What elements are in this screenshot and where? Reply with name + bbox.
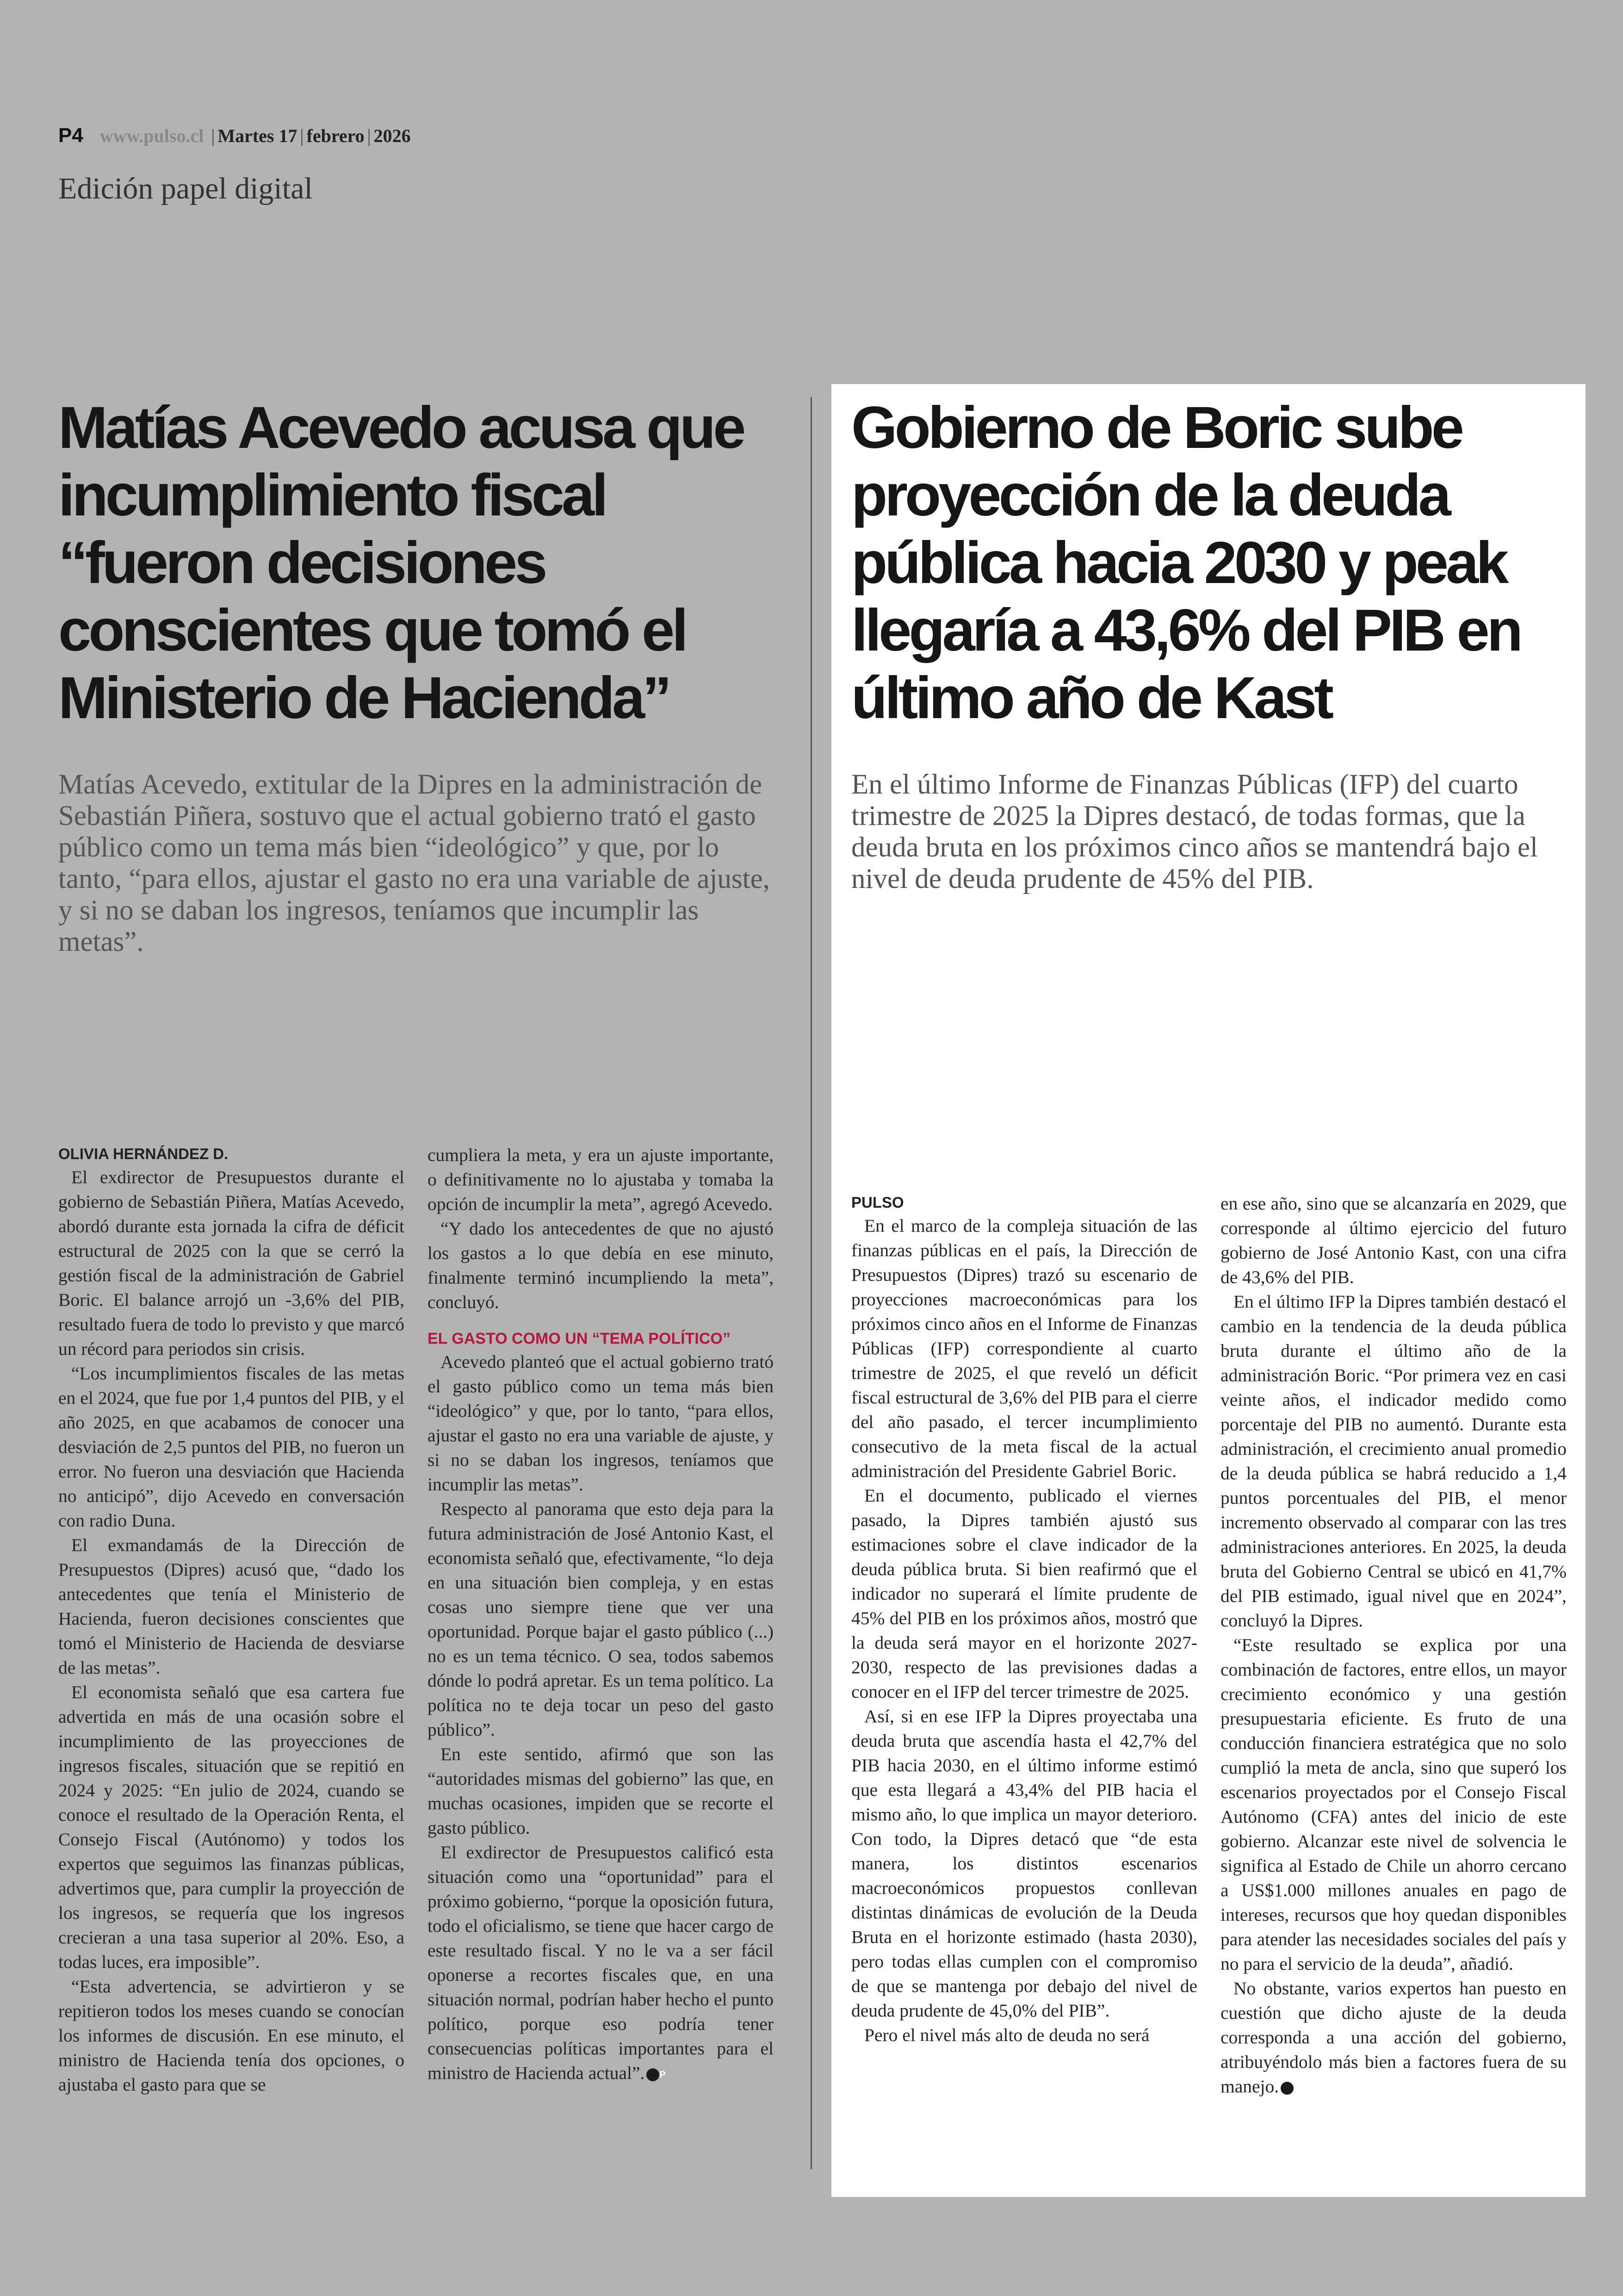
paragraph: en ese año, sino que se alcanzaría en 2029, que corresponde al último ejercicio del futuro gobierno de José Antonio Kast, con una cifra de 43,6% del PIB.	[1220, 1193, 1567, 1287]
paragraph: En el documento, publicado el viernes pasado, la Dipres también ajustó sus estimaciones sobre el clave indicador de la deuda pública bruta. Si bien reafirmó que el indicador no superará el límite prudente de 45% del PIB en los próximos años, mostró que la deuda será mayor en el horizonte 2027-2030, respecto de las previsiones dadas a conocer en el IFP del tercer trimestre de 2025.	[851, 1485, 1197, 1702]
right-article-byline: PULSO	[851, 1194, 904, 1211]
right-article-lede: En el último Informe de Finanzas Públicas (IFP) del cuarto trimestre de 2025 la Dipres destacó, de todas formas, que la deuda bruta en los próximos cinco años se mantendrá bajo el nivel de deuda prudente de 45% del PIB.	[851, 769, 1538, 894]
left-article-lede: Matías Acevedo, extitular de la Dipres en la administración de Sebastián Piñera, sostuvo que el actual gobierno trató el gasto público como un tema más bien “ideológico” y que, por lo tanto, “para ellos, ajustar el gasto no era una variable de ajuste, y si no se daban los ingresos, teníamos que incumplir las metas”.	[58, 769, 770, 957]
paragraph: “Los incumplimientos fiscales de las metas en el 2024, que fue por 1,4 puntos del PIB, y el año 2025, en que acabamos de conocer una desviación de 2,5 puntos del PIB, no fueron un error. No fueron una desviación que Hacienda no anticipó”, dijo Acevedo en conversación con radio Duna.	[58, 1363, 404, 1531]
paragraph: Pero el nivel más alto de deuda no será	[864, 2025, 1150, 2045]
page-number: P4	[58, 124, 83, 147]
left-article-headline: Matías Acevedo acusa que incumplimiento fiscal “fueron decisiones conscientes que tomó el Ministerio de Hacienda”	[58, 395, 743, 731]
end-mark-icon: P	[1281, 2082, 1294, 2095]
paragraph	[427, 1840, 774, 2085]
paragraph: El exmandamás de la Dirección de Presupuestos (Dipres) acusó que, “dado los antecedentes que tenía el Ministerio de Hacienda, fueron decisiones conscientes que tomó el Ministerio de Hacienda de desviarse de las metas”.	[58, 1535, 404, 1678]
right-article-column-1	[851, 1191, 1197, 2048]
paragraph	[1220, 1976, 1567, 2099]
right-article-headline: Gobierno de Boric sube proyección de la deuda pública hacia 2030 y peak llegaría a 43,6% del PIB en último año de Kast	[851, 395, 1520, 731]
paragraph: cumpliera la meta, y era un ajuste importante, o definitivamente no lo ajustaba y tomaba la opción de incumplir la meta”, agregó Acevedo.	[427, 1145, 774, 1214]
end-mark-icon: P	[646, 2068, 659, 2081]
paragraph: En el marco de la compleja situación de las finanzas públicas en el país, la Dirección de Presupuestos (Dipres) trazó su escenario de proyecciones macroeconómicas para los próximos cinco años en el Informe de Finanzas Públicas (IFP) correspondiente al cuarto trimestre de 2025, el que reveló un déficit fiscal estructural de 3,6% del PIB para el cierre del año pasado, el tercer incumplimiento consecutivo de la meta fiscal de la actual administración del Presidente Gabriel Boric.	[851, 1216, 1197, 1481]
paragraph-text: El exdirector de Presupuestos calificó esta situación como una “oportunidad” para el próximo gobierno, “porque la oposición futura, todo el oficialismo, se tiene que hacer cargo de este resultado fiscal. Y no le va a ser fácil oponerse a recortes fiscales que, en una situación normal, podrían haber hecho el punto político, porque eso podría tener consecuencias políticas importantes para el ministro de Hacienda actual”.	[427, 1842, 774, 2083]
header-date-day: Martes 17	[217, 125, 297, 146]
header-date-year: 2026	[373, 125, 411, 146]
paragraph: En el último IFP la Dipres también destacó el cambio en la tendencia de la deuda pública bruta durante el último año de la administración Boric. “Por primera vez en casi veinte años, el indicador medido como porcentaje del PIB no aumentó. Durante esta administración, el crecimiento anual promedio de la deuda pública se habrá reducido a 1,4 puntos porcentuales del PIB, el menor incremento observado al comparar con las tres administraciones anteriores. En 2025, la deuda bruta del Gobierno Central se ubicó en 41,7% del PIB estimado, igual nivel que en 2024”, concluyó la Dipres.	[1220, 1291, 1567, 1631]
paragraph: El exdirector de Presupuestos durante el gobierno de Sebastián Piñera, Matías Acevedo, abordó durante esta jornada la cifra de déficit estructural de 2025 con la que se cerró la gestión fiscal de la administración de Gabriel Boric. El balance arrojó un -3,6% del PIB, resultado fuera de todo lo previsto y que marcó un récord para periodos sin crisis.	[58, 1167, 404, 1359]
paragraph: “Esta advertencia, se advirtieron y se repitieron todos los meses cuando se conocían los informes de discusión. En ese minuto, el ministro de Hacienda tenía dos opciones, o ajustaba el gasto para que se	[58, 1976, 404, 2095]
edition-label: Edición papel digital	[58, 172, 313, 205]
page-header: P4 www.pulso.cl | Martes 17 | febrero | 2026	[58, 124, 411, 147]
paragraph: “Y dado los antecedentes de que no ajustó los gastos a lo que debía en ese minuto, finalmente terminó incumpliendo la meta”, concluyó.	[427, 1218, 774, 1312]
column-divider	[811, 397, 812, 2169]
paragraph-text: No obstante, varios expertos han puesto en cuestión que dicho ajuste de la deuda corresponda a una acción del gobierno, atribuyéndolo más bien a factores fuera de su manejo.	[1220, 1978, 1567, 2097]
paragraph: El economista señaló que esa cartera fue advertida en más de una ocasión sobre el incumplimiento de las proyecciones de ingresos fiscales, situación que se repitió en 2024 y 2025: “En julio de 2024, cuando se conoce el resultado de la Operación Renta, el Consejo Fiscal (Autónomo) y todos los expertos que seguimos las finanzas públicas, advertimos que, para cumplir la proyección de los ingresos, se requería que los ingresos crecieran a una tasa superior al 20%. Eso, a todas luces, era imposible”.	[58, 1682, 404, 1972]
paragraph: Respecto al panorama que esto deja para la futura administración de José Antonio Kast, el economista señaló que, efectivamente, “lo deja en una situación bien compleja, y en estas cosas uno siempre tiene que ver una oportunidad. Porque bajar el gasto público (...) no es un tema técnico. O sea, todos sabemos dónde lo podrá apretar. Es un tema político. La política no te deja tocar un peso del gasto público”.	[427, 1499, 774, 1740]
left-article-subhead: EL GASTO COMO UN “TEMA POLÍTICO”	[427, 1330, 731, 1347]
left-article-byline: OLIVIA HERNÁNDEZ D.	[58, 1145, 229, 1162]
paragraph: “Este resultado se explica por una combinación de factores, entre ellos, un mayor crecimiento económico y una gestión presupuestaria eficiente. Es fruto de una conducción financiera estratégica que no solo cumplió la meta de ancla, sino que superó los escenarios proyectados por el Consejo Fiscal Autónomo (CFA) antes del inicio de este gobierno. Alcanzar este nivel de solvencia le significa al Estado de Chile un ahorro cercano a US$1.000 millones anuales en pago de intereses, recursos que hoy quedan disponibles para atender las necesidades sociales del país y no para el servicio de la deuda”, añadió.	[1220, 1635, 1567, 1974]
paragraph: En este sentido, afirmó que son las “autoridades mismas del gobierno” las que, en muchas ocasiones, impiden que se recorte el gasto público.	[427, 1744, 774, 1838]
paragraph: Así, si en ese IFP la Dipres proyectaba una deuda bruta que ascendía hasta el 42,7% del PIB hacia 2030, en el último informe estimó que esta llegará a 43,4% del PIB hacia el mismo año, lo que implica un mayor deterioro. Con todo, la Dipres detacó que “de esta manera, los distintos escenarios macroeconómicos propuestos conllevan distintas dinámicas de evolución de la Deuda Bruta en el horizonte estimado (hasta 2030), pero todas ellas cumplen con el compromiso de que se mantenga por debajo del nivel de deuda prudente de 45,0% del PIB”.	[851, 1706, 1197, 2021]
site-url[interactable]: www.pulso.cl	[99, 125, 204, 146]
header-date-month: febrero	[306, 125, 365, 146]
left-article-column-1	[58, 1143, 404, 2097]
paragraph: Acevedo planteó que el actual gobierno trató el gasto público como un tema más bien “ideológico” y que, por lo tanto, “para ellos, ajustar el gasto no era una variable de ajuste, y si no se daban los ingresos, teníamos que incumplir las metas”.	[427, 1352, 774, 1495]
right-article-column-2	[1220, 1191, 1567, 2099]
left-article-column-2	[427, 1143, 774, 2085]
